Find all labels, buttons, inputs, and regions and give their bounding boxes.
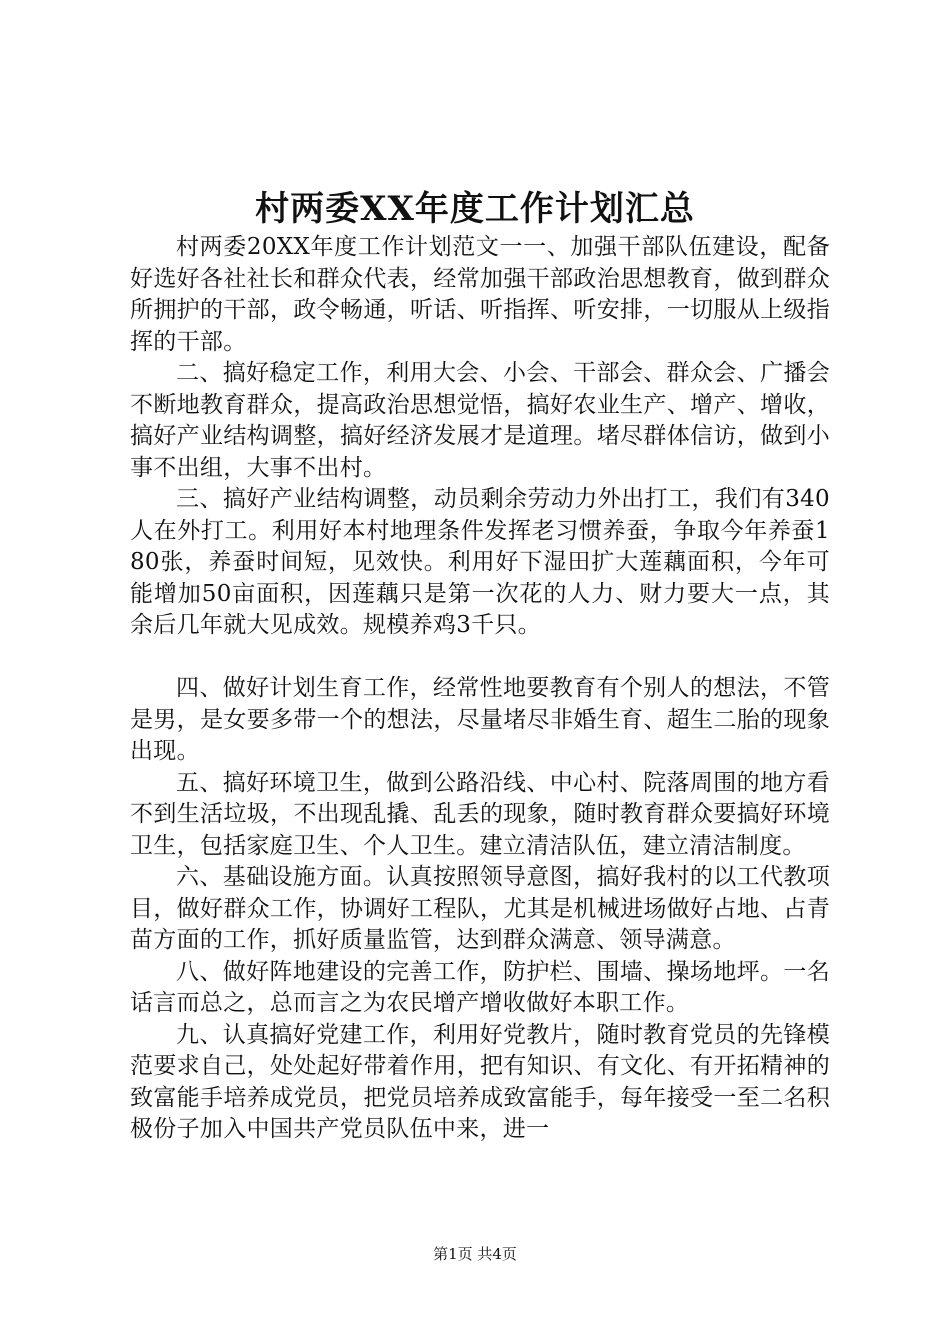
document-body bbox=[130, 232, 830, 1146]
paragraph-1: 村两委20XX年度工作计划范文一一、加强干部队伍建设，配备好选好各社社长和群众代表，经常加强干部政治思想教育，做到群众所拥护的干部，政令畅通，听话、听指挥、听安排，一切服从上级指挥的干部。 bbox=[130, 234, 830, 355]
paragraph-gap bbox=[130, 642, 830, 674]
paragraph-4: 四、做好计划生育工作，经常性地要教育有个别人的想法，不管是男，是女要多带一个的想法，尽量堵尽非婚生育、超生二胎的现象出现。 bbox=[130, 675, 830, 764]
paragraph-8: 九、认真搞好党建工作，利用好党教片，随时教育党员的先锋模范要求自己，处处起好带着作用，把有知识、有文化、有开拓精神的致富能手培养成党员，把党员培养成致富能手，每年接受一至二名积极份子加入中国共产党员队伍中来，进一 bbox=[130, 1021, 830, 1142]
paragraph-7: 八、做好阵地建设的完善工作，防护栏、围墙、操场地坪。一名话言而总之，总而言之为农民增产增收做好本职工作。 bbox=[130, 958, 830, 1016]
document-title: 村两委XX年度工作计划汇总 bbox=[255, 189, 695, 229]
paragraph-6: 六、基础设施方面。认真按照领导意图，搞好我村的以工代教项目，做好群众工作，协调好工程队，尤其是机械进场做好占地、占青苗方面的工作，抓好质量监管，达到群众满意、领导满意。 bbox=[130, 864, 830, 953]
paragraph-3: 三、搞好产业结构调整，动员剩余劳动力外出打工，我们有340人在外打工。利用好本村地理条件发挥老习惯养蚕，争取今年养蚕180张，养蚕时间短，见效快。利用好下湿田扩大莲藕面积，今年可能增加50亩面积，因莲藕只是第一次花的人力、财力要大一点，其余后几年就大见成效。规模养鸡3千只。 bbox=[130, 486, 830, 638]
page-footer: 第1页 共4页 bbox=[433, 1245, 517, 1263]
paragraph-2: 二、搞好稳定工作，利用大会、小会、干部会、群众会、广播会不断地教育群众，提高政治思想觉悟，搞好农业生产、增产、增收，搞好产业结构调整，搞好经济发展才是道理。堵尽群体信访，做到小事不出组，大事不出村。 bbox=[130, 360, 830, 481]
paragraph-5: 五、搞好环境卫生，做到公路沿线、中心村、院落周围的地方看不到生活垃圾，不出现乱撬、乱丢的现象，随时教育群众要搞好环境卫生，包括家庭卫生、个人卫生。建立清洁队伍，建立清洁制度。 bbox=[130, 769, 830, 859]
